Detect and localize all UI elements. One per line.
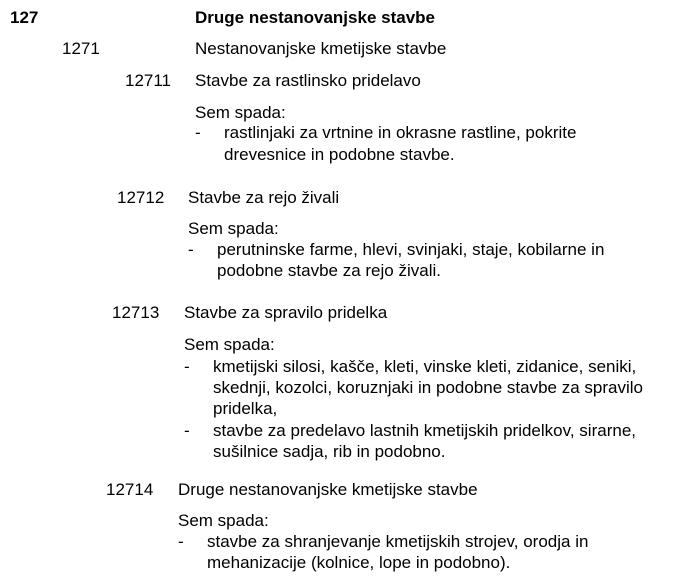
bullet-line: skednji, kozolci, koruznjaki in podobne stavbe za spravilo: [213, 378, 643, 397]
bullet-dash: -: [195, 123, 201, 142]
bullet-line: mehanizacije (kolnice, lope in podobno).: [207, 553, 511, 572]
bullet-line: podobne stavbe za rejo živali.: [217, 261, 441, 280]
bullet-line: stavbe za predelavo lastnih kmetijskih pridelkov, sirarne,: [213, 421, 636, 440]
bullet-line: rastlinjaki za vrtnine in okrasne rastline, pokrite: [224, 123, 577, 142]
bullet-line: stavbe za shranjevanje kmetijskih strojev, orodja in: [207, 532, 589, 551]
section-title: Druge nestanovanjske stavbe: [195, 8, 435, 27]
bullet-dash: -: [178, 532, 184, 551]
bullet-line: pridelka,: [213, 399, 278, 418]
bullet-line: perutninske farme, hlevi, svinjaki, staje, kobilarne in: [217, 240, 605, 259]
bullet-dash: -: [184, 421, 190, 440]
subclass-title: Druge nestanovanjske kmetijske stavbe: [178, 480, 478, 499]
bullet-dash: -: [184, 357, 190, 376]
group-title: Nestanovanjske kmetijske stavbe: [195, 39, 447, 58]
subclass-code: 12713: [112, 303, 160, 322]
bullet-line: kmetijski silosi, kašče, kleti, vinske kleti, zidanice, seniki,: [213, 357, 637, 376]
subclass-code: 12711: [125, 71, 172, 90]
includes-label: Sem spada:: [184, 335, 275, 354]
subclass-title: Stavbe za rastlinsko pridelavo: [195, 71, 421, 90]
subclass-title: Stavbe za spravilo pridelka: [184, 303, 388, 322]
includes-label: Sem spada:: [195, 103, 286, 122]
subclass-code: 12714: [106, 480, 154, 499]
bullet-line: drevesnice in podobne stavbe.: [224, 145, 455, 164]
subclass-title: Stavbe za rejo živali: [188, 188, 340, 207]
group-code: 1271: [62, 39, 100, 58]
bullet-dash: -: [188, 240, 194, 259]
includes-label: Sem spada:: [178, 511, 269, 530]
includes-label: Sem spada:: [188, 219, 279, 238]
section-code: 127: [10, 8, 39, 27]
bullet-line: sušilnice sadja, rib in podobno.: [213, 442, 446, 461]
subclass-code: 12712: [117, 188, 165, 207]
